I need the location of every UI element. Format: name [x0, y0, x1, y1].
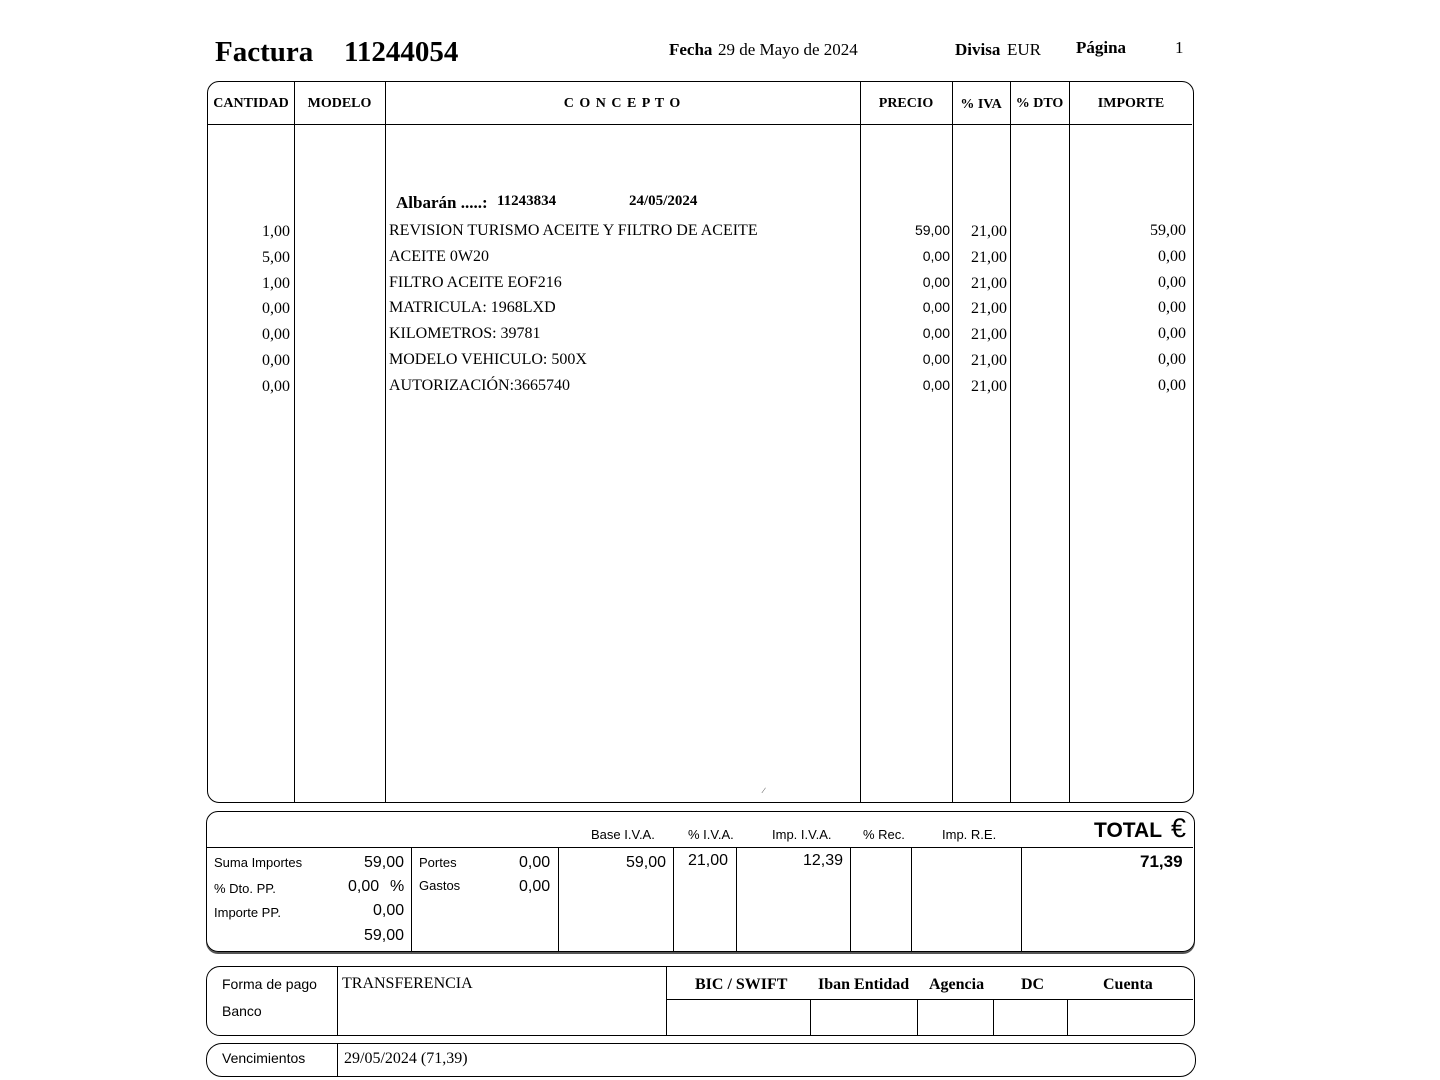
vencimientos-value: 29/05/2024 (71,39)	[344, 1050, 468, 1067]
row-cantidad: 5,00	[262, 248, 290, 266]
currency-label: Divisa	[955, 40, 1001, 59]
column-divider	[385, 82, 386, 802]
column-divider	[736, 847, 737, 951]
row-concepto: FILTRO ACEITE EOF216	[389, 273, 562, 291]
iban-entidad-label: Iban Entidad	[818, 976, 910, 993]
row-precio: 0,00	[922, 325, 950, 342]
bic-swift-label: BIC / SWIFT	[695, 976, 788, 993]
row-concepto: MATRICULA: 1968LXD	[389, 299, 556, 317]
column-divider	[1069, 82, 1070, 802]
euro-icon: €	[1171, 813, 1187, 843]
column-divider	[850, 847, 851, 951]
row-precio: 59,00	[914, 222, 950, 238]
due-dates-box	[206, 1043, 1196, 1077]
row-precio: 0,00	[922, 273, 950, 290]
column-divider	[666, 967, 667, 1035]
row-importe: 0,00	[1158, 247, 1186, 265]
portes-label: Portes	[419, 855, 457, 870]
tick-mark: ∕	[763, 786, 765, 795]
row-importe: 0,00	[1158, 299, 1186, 317]
row-importe: 59,00	[1150, 222, 1186, 239]
col-header-concepto: C O N C E P T O	[563, 96, 682, 111]
column-divider	[911, 847, 912, 951]
column-divider	[860, 82, 861, 802]
totals-box	[206, 811, 1195, 952]
invoice-number: 11244054	[344, 36, 459, 68]
column-divider	[1010, 82, 1011, 802]
payment-box	[206, 966, 1195, 1036]
column-divider	[1067, 999, 1068, 1035]
col-header-cantidad: CANTIDAD	[213, 96, 289, 111]
portes-value: 0,00	[519, 854, 551, 871]
row-concepto: REVISION TURISMO ACEITE Y FILTRO DE ACEITE	[389, 222, 758, 239]
albaran-label: Albarán .....:	[396, 193, 488, 212]
albaran-number: 11243834	[497, 193, 557, 209]
pct-iva-header: % I.V.A.	[688, 827, 734, 842]
row-iva: 21,00	[971, 352, 1007, 369]
dto-pp-label: % Dto. PP.	[214, 881, 276, 896]
row-concepto: MODELO VEHICULO: 500X	[389, 351, 587, 368]
row-cantidad: 0,00	[262, 300, 290, 318]
page-number: 1	[1175, 38, 1184, 57]
column-divider	[810, 999, 811, 1035]
table-header-divider	[208, 124, 1192, 125]
imp-re-header: Imp. R.E.	[942, 827, 997, 842]
row-precio: 0,00	[922, 351, 950, 367]
col-header-importe: IMPORTE	[1097, 96, 1165, 111]
date-label: Fecha	[669, 40, 713, 59]
bank-header-divider	[666, 999, 1193, 1000]
currency-value: EUR	[1007, 40, 1041, 59]
column-divider	[558, 847, 559, 951]
row-iva: 21,00	[971, 248, 1007, 266]
column-divider	[294, 82, 295, 802]
row-cantidad: 0,00	[262, 326, 290, 344]
row-cantidad: 1,00	[262, 223, 290, 240]
albaran-date: 24/05/2024	[629, 193, 698, 209]
row-cantidad: 0,00	[262, 352, 290, 369]
row-importe: 0,00	[1158, 376, 1186, 394]
row-precio: 0,00	[922, 376, 950, 393]
column-divider	[673, 847, 674, 951]
column-divider	[952, 82, 953, 802]
forma-pago-value: TRANSFERENCIA	[342, 975, 473, 992]
row-concepto: AUTORIZACIÓN:3665740	[389, 376, 571, 394]
column-divider	[411, 847, 412, 951]
column-divider	[337, 967, 338, 1035]
col-header-modelo: MODELO	[307, 96, 372, 111]
importe-pp-label: Importe PP.	[214, 905, 281, 920]
column-divider	[1021, 847, 1022, 951]
dto-pp-value: 0,00	[348, 878, 380, 895]
page-label: Página	[1076, 38, 1127, 57]
imp-iva-value: 12,39	[803, 852, 844, 869]
items-table	[207, 81, 1194, 803]
row-cantidad: 1,00	[262, 274, 290, 292]
totals-header-divider	[207, 847, 1193, 848]
invoice-title: Factura	[215, 36, 314, 68]
banco-label: Banco	[222, 1003, 262, 1019]
col-header-dto: % DTO	[1015, 96, 1064, 111]
date-value: 29 de Mayo de 2024	[718, 40, 858, 59]
total-header: TOTAL	[1094, 819, 1163, 842]
gastos-value: 0,00	[519, 878, 551, 895]
row-cantidad: 0,00	[262, 377, 290, 395]
vencimientos-label: Vencimientos	[222, 1050, 306, 1066]
suma-importes-label: Suma Importes	[214, 855, 303, 870]
base-iva-value: 59,00	[626, 854, 667, 871]
importe-pp-value: 0,00	[373, 902, 405, 919]
row-iva: 21,00	[971, 274, 1007, 292]
row-iva: 21,00	[971, 377, 1007, 395]
dto-pp-unit: %	[390, 878, 405, 895]
cuenta-label: Cuenta	[1103, 976, 1153, 993]
pct-iva-value: 21,00	[688, 852, 729, 869]
agencia-label: Agencia	[929, 976, 985, 993]
row-importe: 0,00	[1158, 273, 1186, 291]
row-precio: 0,00	[922, 247, 950, 264]
gastos-label: Gastos	[419, 878, 461, 893]
base-iva-header: Base I.V.A.	[591, 827, 655, 842]
pct-rec-header: % Rec.	[863, 827, 905, 842]
imp-iva-header: Imp. I.V.A.	[772, 827, 832, 842]
subtotal-value: 59,00	[364, 927, 405, 944]
column-divider	[917, 999, 918, 1035]
dc-label: DC	[1021, 976, 1045, 993]
total-value: 71,39	[1140, 852, 1183, 871]
row-iva: 21,00	[971, 300, 1007, 318]
column-divider	[993, 999, 994, 1035]
row-importe: 0,00	[1158, 325, 1186, 343]
col-header-precio: PRECIO	[878, 96, 934, 111]
column-divider	[337, 1044, 338, 1076]
row-importe: 0,00	[1158, 351, 1186, 368]
row-iva: 21,00	[971, 223, 1007, 240]
suma-importes-value: 59,00	[364, 854, 405, 871]
col-header-iva: % IVA	[960, 97, 1002, 112]
forma-pago-label: Forma de pago	[222, 976, 317, 992]
row-iva: 21,00	[971, 326, 1007, 344]
row-concepto: ACEITE 0W20	[389, 247, 489, 265]
row-precio: 0,00	[922, 299, 950, 316]
row-concepto: KILOMETROS: 39781	[389, 325, 541, 343]
